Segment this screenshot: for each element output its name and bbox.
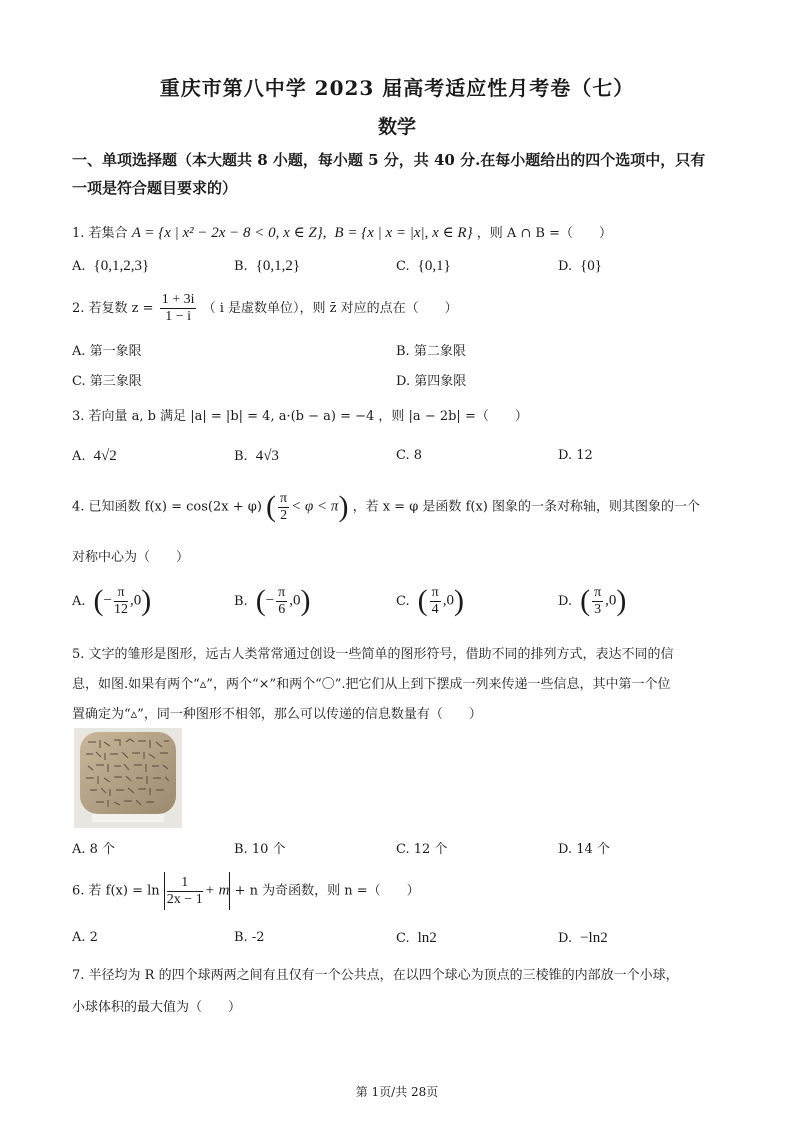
question-4: 4. 已知函数 f(x) = cos(2x + φ) ( $\frac{\pi}{2}$ < φ < π) ，若 x = φ 是函数 f(x) 图象的一条对称轴，则其图象的一个 bbox=[72, 490, 700, 523]
q5-line1: 5. 文字的雏形是图形，远古人类常常通过创设一些简单的图形符号，借助不同的排列方式，表达不同的信 bbox=[72, 647, 674, 662]
q4-option-a[interactable]: A. (− $\frac{\pi}{12}$ ,0) bbox=[72, 584, 152, 617]
q6-option-a[interactable]: A. 2 bbox=[72, 930, 98, 945]
q3-option-b[interactable]: B. 4√3 bbox=[234, 448, 279, 464]
q4-suffix: ，若 x = φ 是函数 f(x) 图象的一条对称轴，则其图象的一个 bbox=[352, 499, 700, 515]
subject-title: 数学 bbox=[377, 116, 416, 138]
q4-line2: 对称中心为（ ） bbox=[72, 550, 190, 565]
q6-prefix: 6. 若 f(x) = ln bbox=[72, 883, 160, 899]
q5-line2: 息，如图.如果有两个“▵”，两个“×”和两个“〇”.把它们从上到下摆成一列来传递一些信息，其中第一个位 bbox=[72, 677, 671, 692]
page-footer: 第 1页/共 28页 bbox=[355, 1085, 439, 1099]
q6-option-d[interactable]: D. −ln2 bbox=[558, 930, 608, 946]
q6-option-c[interactable]: C. ln2 bbox=[396, 930, 437, 946]
q3-option-c[interactable]: C. 8 bbox=[396, 448, 423, 463]
q6-options bbox=[72, 930, 732, 956]
section-heading bbox=[72, 146, 732, 202]
q1-options bbox=[72, 258, 732, 284]
q4-prefix: 4. 已知函数 f(x) = cos(2x + φ) bbox=[72, 499, 262, 515]
q2-options-row2 bbox=[72, 370, 732, 396]
q2-option-c[interactable]: C. 第三象限 bbox=[72, 374, 142, 389]
q4-option-b[interactable]: B. (− $\frac{\pi}{6}$ ,0) bbox=[234, 584, 311, 617]
question-1: 1. 若集合 A = {x | x² − 2x − 8 < 0, x ∈ Z}, B = {x | x = |x|, x ∈ R} ，则 A ∩ B =（ ） bbox=[72, 225, 612, 241]
q2-option-a[interactable]: A. 第一象限 bbox=[72, 344, 142, 359]
q4-option-c[interactable]: C. ( $\frac{\pi}{4}$ ,0) bbox=[396, 584, 464, 617]
q1-set-b: B = {x | x = |x|, x ∈ R} bbox=[334, 225, 473, 241]
q1-option-c[interactable]: C. {0,1} bbox=[396, 258, 451, 274]
q1-option-b[interactable]: B. {0,1,2} bbox=[234, 258, 301, 274]
page-title: 重庆市第八中学 2023 届高考适应性月考卷（七） bbox=[159, 76, 635, 100]
q1-option-d[interactable]: D. {0} bbox=[558, 258, 602, 274]
q6-suffix: + n 为奇函数，则 n =（ ） bbox=[234, 883, 420, 899]
q7-line1: 7. 半径均为 R 的四个球两两之间有且仅有一个公共点，在以四个球心为顶点的三棱锥的内部放一个小球， bbox=[72, 968, 679, 983]
q1-prefix: 1. 若集合 bbox=[72, 226, 128, 241]
q2-option-d[interactable]: D. 第四象限 bbox=[396, 374, 467, 389]
q4-options bbox=[72, 584, 732, 624]
q2-fraction: $\frac{1 + 3i}{1 - i}$ bbox=[161, 292, 195, 324]
clay-tablet-image bbox=[74, 728, 182, 828]
q7-line2: 小球体积的最大值为（ ） bbox=[72, 1000, 242, 1015]
q6-mid: + m bbox=[204, 882, 230, 899]
q3-option-a[interactable]: A. 4√2 bbox=[72, 448, 117, 464]
q6-option-b[interactable]: B. -2 bbox=[234, 930, 265, 945]
q5-line3: 置确定为“▵”，同一种图形不相邻，那么可以传递的信息数量有（ ） bbox=[72, 707, 482, 722]
q2-option-b[interactable]: B. 第二象限 bbox=[396, 344, 466, 359]
q2-suffix: （ i 是虚数单位），则 z̄ 对应的点在（ ） bbox=[202, 301, 458, 316]
q5-options bbox=[72, 838, 732, 864]
question-7 bbox=[72, 960, 732, 1024]
question-6 bbox=[72, 872, 732, 910]
section-heading-line1: 一、单项选择题（本大题共 8 小题，每小题 5 分，共 40 分.在每小题给出的四个选项中，只有 bbox=[72, 151, 706, 169]
q2-options-row1 bbox=[72, 340, 732, 366]
q1-set-a: A = {x | x² − 2x − 8 < 0, x ∈ Z} bbox=[131, 225, 323, 241]
q5-option-c[interactable]: C. 12 个 bbox=[396, 842, 448, 857]
q1-option-a[interactable]: A. {0,1,2,3} bbox=[72, 258, 150, 274]
q3-text: 3. 若向量 a, b 满足 |a| = |b| = 4, a·(b − a) = −4 ，则 |a − 2b| =（ ） bbox=[72, 409, 528, 424]
q3-options bbox=[72, 448, 732, 474]
q4-condition-rest: < φ < π bbox=[291, 498, 339, 515]
q3-option-d[interactable]: D. 12 bbox=[558, 448, 593, 463]
question-2 bbox=[72, 292, 732, 325]
q4-condition-fraction: $\frac{\pi}{2}$ bbox=[280, 490, 288, 523]
question-3 bbox=[72, 405, 732, 424]
q5-option-a[interactable]: A. 8 个 bbox=[72, 842, 116, 857]
question-5 bbox=[72, 640, 732, 730]
clay-tablet-photo bbox=[74, 728, 182, 828]
q4-option-d[interactable]: D. ( $\frac{\pi}{3}$ ,0) bbox=[558, 584, 627, 617]
section-heading-line2: 一项是符合题目要求的） bbox=[72, 179, 238, 197]
q2-prefix: 2. 若复数 z = bbox=[72, 301, 154, 316]
q5-option-d[interactable]: D. 14 个 bbox=[558, 842, 610, 857]
q6-fraction: $\frac{1}{2x - 1}$ bbox=[166, 874, 203, 907]
q5-option-b[interactable]: B. 10 个 bbox=[234, 842, 286, 857]
q1-suffix: ，则 A ∩ B =（ ） bbox=[476, 226, 612, 241]
